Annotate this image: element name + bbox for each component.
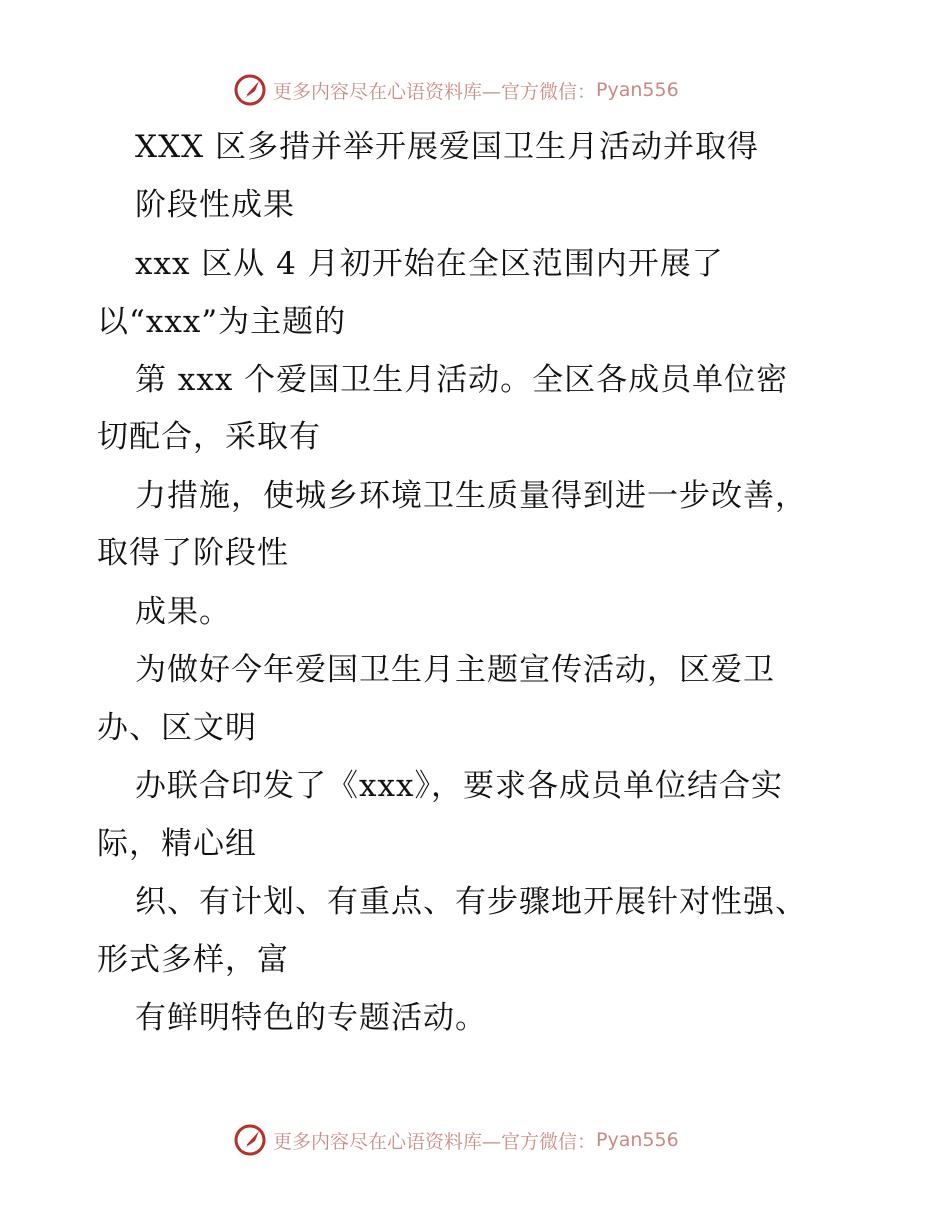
watermark-text: 更多内容尽在心语资料库—官方微信： — [273, 80, 597, 103]
watermark-text: 更多内容尽在心语资料库—官方微信： — [273, 1130, 597, 1153]
paragraph-line: 形式多样，富 — [97, 942, 289, 978]
paragraph-line: 取得了阶段性 — [97, 535, 289, 571]
quill-circle-logo-icon — [233, 73, 267, 107]
paragraph-line: 织、有计划、有重点、有步骤地开展针对性强、 — [135, 884, 807, 920]
quill-circle-logo-icon — [233, 1123, 267, 1157]
paragraph-line: 为做好今年爱国卫生月主题宣传活动，区爱卫 — [135, 652, 775, 688]
paragraph-line: 力措施，使城乡环境卫生质量得到进一步改善， — [135, 478, 807, 514]
paragraph-line: 切配合，采取有 — [97, 419, 321, 455]
paragraph-line: 办联合印发了《xxx》，要求各成员单位结合实 — [135, 768, 783, 804]
paragraph-line: 以“xxx”为主题的 — [97, 304, 347, 340]
paragraph-line: 成果。 — [135, 594, 231, 630]
header-watermark — [233, 72, 679, 108]
title-line-2: 阶段性成果 — [135, 187, 295, 223]
paragraph-line: 办、区文明 — [97, 710, 257, 746]
paragraph-line: 第 xxx 个爱国卫生月活动。全区各成员单位密 — [135, 362, 789, 398]
paragraph-line: 有鲜明特色的专题活动。 — [135, 1000, 487, 1036]
title-line-1: XXX 区多措并举开展爱国卫生月活动并取得 — [135, 129, 760, 165]
watermark-wechat-id: Pyan556 — [596, 1129, 679, 1151]
paragraph-line: xxx 区从 4 月初开始在全区范围内开展了 — [135, 246, 724, 282]
paragraph-line: 际，精心组 — [97, 826, 257, 862]
watermark-wechat-id: Pyan556 — [596, 79, 679, 101]
footer-watermark — [233, 1122, 679, 1158]
